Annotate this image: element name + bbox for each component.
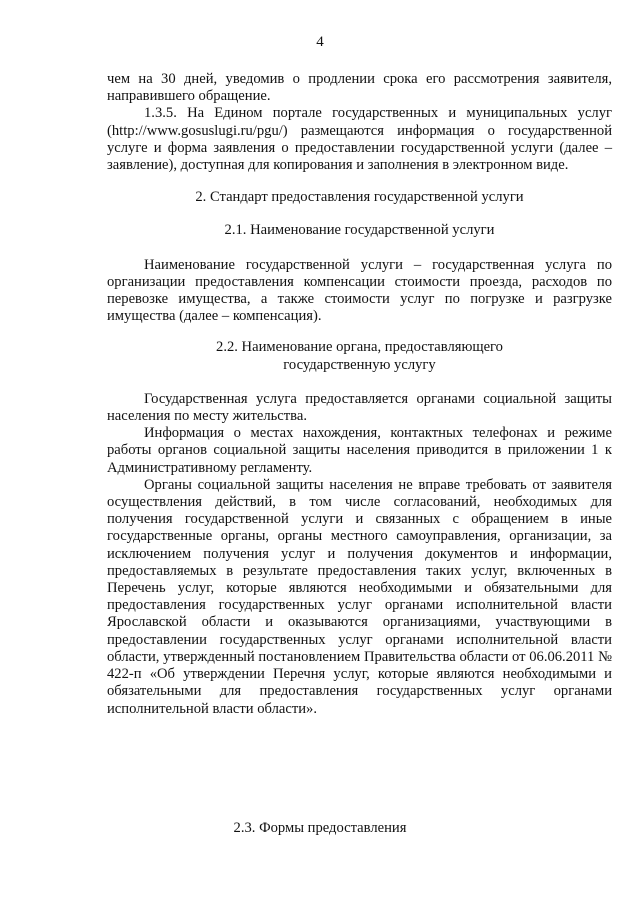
subsection-heading	[107, 339, 612, 373]
subsection-heading-line: государственную услугу	[283, 356, 436, 373]
paragraph: Органы социальной защиты населения не вправе требовать от заявителя осуществления действий, в том числе согласований, необходимых для получения государственной услуги и связанных с обращением в иные государственные органы, органы местного самоуправления, организации, за исключением получения услуг и получения документов и информации, предоставляемых в результате предоставления таких услуг, включенных в Перечень услуг, которые являются необходимыми и обязательными для предоставления государственных услуг органами исполнительной власти Ярославской области и оказываются организациями, участвующими в предоставлении государственных услуг органами исполнительной власти области, утвержденный постановлением Правительства области от 06.06.2011 № 422-п «Об утверждении Перечня услуг, которые являются необходимыми и обязательными для предоставления государственных услуг органами исполнительной власти области».	[107, 476, 612, 717]
paragraph: чем на 30 дней, уведомив о продлении срока его рассмотрения заявителя, направившего обращение.	[107, 71, 612, 105]
subsection-heading-line: 2.2. Наименование органа, предоставляющего	[216, 339, 503, 356]
subsection-heading: 2.3. Формы предоставления	[233, 820, 407, 836]
section-heading: 2. Стандарт предоставления государственной услуги	[195, 189, 524, 206]
page-number: 4	[316, 34, 324, 50]
paragraph: Информация о местах нахождения, контактных телефонах и режиме работы органов социальной защиты населения приводится в приложении 1 к Административному регламенту.	[107, 425, 612, 476]
paragraph: Государственная услуга предоставляется органами социальной защиты населения по месту жительства.	[107, 390, 612, 425]
paragraph: Наименование государственной услуги – государственная услуга по организации предоставления компенсации стоимости проезда, расходов по перевозке имущества, а также стоимости услуг по погрузке и разгрузке имущества (далее – компенсация).	[107, 256, 612, 325]
document-body	[107, 71, 612, 718]
subsection-heading: 2.1. Наименование государственной услуги	[224, 222, 495, 239]
paragraph: 1.3.5. На Едином портале государственных и муниципальных услуг (http://www.gosuslugi.ru/pgu/) размещаются информация о государственной услуге и форма заявления о предоставлении государственной услуги (далее – заявление), доступная для копирования и заполнения в электронном виде.	[107, 105, 612, 174]
